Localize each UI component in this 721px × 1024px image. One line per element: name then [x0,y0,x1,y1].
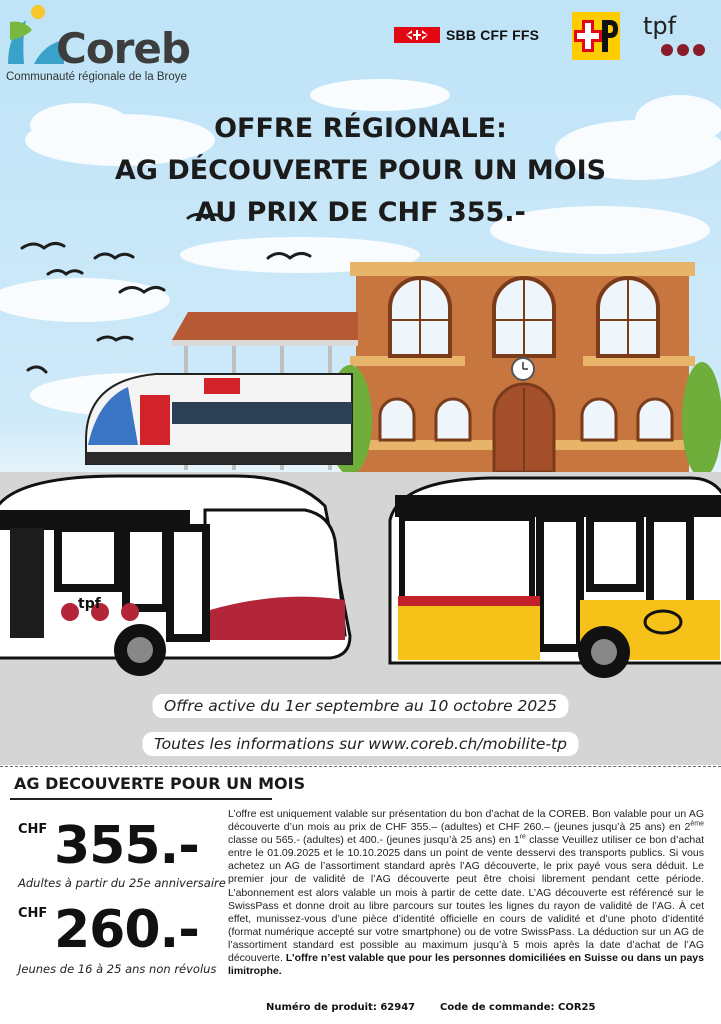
tpf-logo [643,12,713,56]
sbb-logo [394,24,539,46]
product-number: Numéro de produit: 62947 [266,1002,416,1013]
price-youth-amount: 260.- [54,900,199,960]
headline-line-3: AU PRIX DE CHF 355.- [195,197,526,228]
sbb-train [86,374,352,464]
postauto-bus [390,478,721,678]
price-adult-currency: CHF [18,822,48,837]
price-adult-note: Adultes à partir du 25e anniversaire [18,876,226,890]
conditions-text [228,808,704,978]
conditions-part-2: classe ou 565.- (adultes) et 400.- (jeunes jusqu’à 25 ans) en 1 [228,834,520,847]
tpf-bus [0,476,350,676]
tpf-dots-icon [661,44,705,56]
post-logo-icon [572,12,620,60]
order-code: Code de commande: COR25 [440,1002,596,1013]
info-link-banner[interactable]: Toutes les informations sur www.coreb.ch/mobilite-tp [142,732,579,756]
conditions-sup-2: re [519,833,526,841]
tpf-wordmark: tpf [643,12,677,40]
headline [0,108,721,234]
sbb-arrows-icon [394,27,440,43]
cut-line-divider [0,766,721,767]
coreb-subtitle: Communauté régionale de la Broye [6,71,187,83]
price-youth-currency: CHF [18,906,48,921]
headline-line-2: AG DÉCOUVERTE POUR UN MOIS [114,155,607,186]
coreb-logo [4,4,194,84]
offer-period-banner: Offre active du 1er septembre au 10 octobre 2025 [152,694,569,718]
coreb-mark-icon [4,4,64,66]
section-title: AG DECOUVERTE POUR UN MOIS [14,774,306,793]
conditions-part-1: L’offre est uniquement valable sur présentation du bon d’achat de la COREB. Bon valable pour un AG découverte d’un mois au prix de CHF 355.– (adultes) et CHF 260.– (jeunes jusqu’à 25 ans) en 2 [228,808,704,834]
coreb-wordmark: Coreb [56,24,190,73]
sbb-wordmark: SBB CFF FFS [446,27,540,43]
price-adult-amount: 355.- [54,816,199,876]
section-title-underline [10,798,272,800]
headline-line-1: OFFRE RÉGIONALE: [214,113,507,144]
station-building [328,262,721,478]
bus-tpf-label: tpf [78,596,101,612]
conditions-sup-1: ème [690,820,704,828]
conditions-part-3: classe Veuillez utiliser ce bon d’achat entre le 01.09.2025 et le 10.10.2025 dans un point de vente desservi des transports publics. Si vous achetez un AG de l’assortiment standard après l’AG découverte, le prix payé vous sera déduit. Le premier jour de validité de l’AG découverte peut être choisi librement pendant cette période. L’abonnement est alors valable un mois à partir de cette date. L’AG découverte est référencé sur le SwissPass et donne droit au libre parcours sur toutes les lignes du rayon de validité de l’AG. À cet effet, munissez-vous d’une pièce d’identité officielle en cours de validité et d’une photo d’identité (format numérique accepté sur votre smartphone) ou de votre SwissPass. La déduction sur un AG de l’assortiment standard est possible au maximum jusqu’à 5 mois après la date d’achat de l’AG découverte. [228,834,705,965]
price-youth-note: Jeunes de 16 à 25 ans non révolus [18,962,217,976]
conditions-bold-note: L’offre n’est valable que pour les personnes domiciliées en Suisse ou dans un pays limitrophe. [228,952,704,978]
